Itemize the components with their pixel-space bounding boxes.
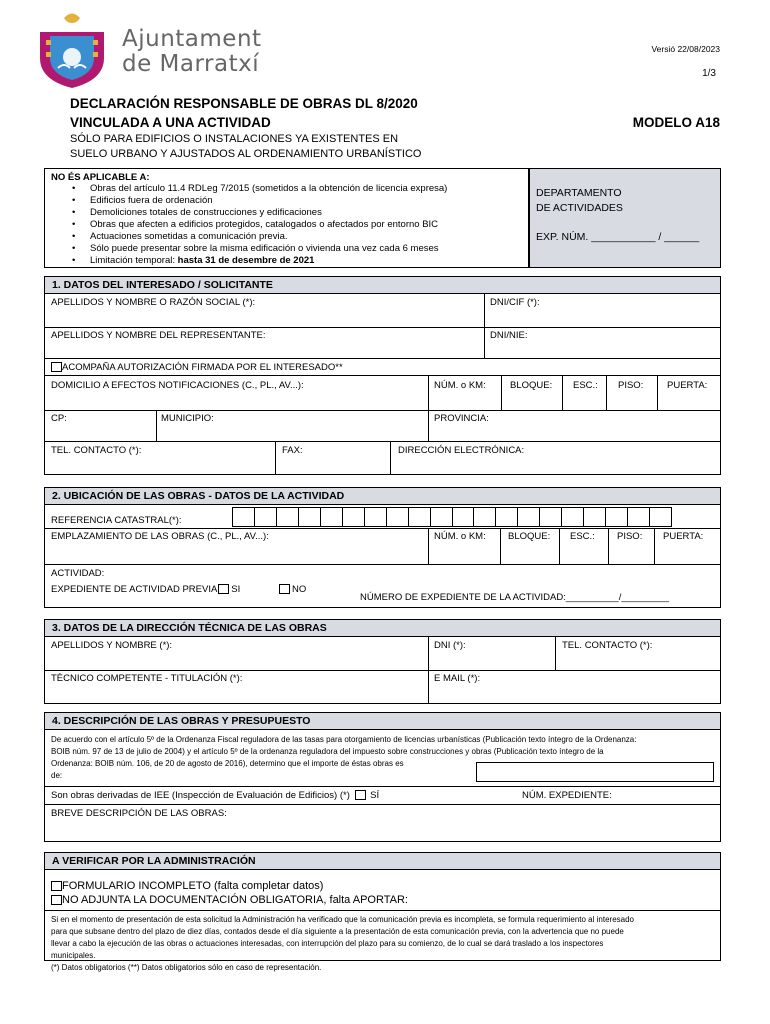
dni-cif-label: DNI/CIF (*): bbox=[490, 297, 540, 308]
admin-notice-line2: para que subsane dentro del plazo de diez días, contados desde el día siguiente a la presentación de esta comunicación previa, con la advertencia que no puede bbox=[51, 927, 624, 936]
dni-nie-label: DNI/NIE: bbox=[490, 330, 528, 341]
activity-file-number-label: NÚMERO DE EXPEDIENTE DE LA ACTIVIDAD:__________/_________ bbox=[360, 592, 669, 603]
email-address-label: DIRECCIÓN ELECTRÓNICA: bbox=[398, 445, 525, 456]
section3-header: 3. DATOS DE LA DIRECCIÓN TÉCNICA DE LAS OBRAS bbox=[44, 619, 721, 637]
puerta-label: PUERTA: bbox=[663, 531, 704, 542]
list-item: • Obras del artículo 11.4 RDLeg 7/2015 (sometidos a la obtención de licencia expresa) bbox=[45, 183, 522, 195]
footnote: (*) Datos obligatorios (**) Datos obligatorios sólo en caso de representación. bbox=[51, 963, 322, 972]
logo-text-line1: Ajuntament bbox=[122, 26, 262, 52]
department-box bbox=[529, 168, 721, 268]
form-title-line2: VINCULADA A UNA ACTIVIDAD bbox=[70, 115, 271, 130]
cadastral-ref-input[interactable] bbox=[232, 507, 672, 527]
model-code: MODELO A18 bbox=[632, 115, 720, 130]
cadastral-ref-label: REFERENCIA CATASTRAL(*): bbox=[51, 515, 182, 526]
missing-docs-row bbox=[51, 894, 408, 906]
representative-name-label: APELLIDOS Y NOMBRE DEL REPRESENTANTE: bbox=[51, 330, 266, 341]
incomplete-form-row bbox=[51, 880, 323, 892]
ordinance-text-line4: de: bbox=[51, 771, 63, 780]
coat-of-arms-icon bbox=[32, 10, 112, 90]
list-item: • Edificios fuera de ordenación bbox=[45, 195, 522, 207]
previous-activity-row bbox=[51, 584, 240, 595]
provincia-label: PROVINCIA: bbox=[434, 413, 489, 424]
admin-notice-line1: Si en el momento de presentación de esta solicitud la Administración ha verificado que la comunicación previa es incompleta, se formula requerimiento al interesado bbox=[51, 915, 634, 924]
incomplete-form-label: FORMULARIO INCOMPLETO (falta completar datos) bbox=[62, 880, 324, 892]
num-km-label: NÚM. o KM: bbox=[434, 380, 486, 391]
municipio-label: MUNICIPIO: bbox=[161, 413, 214, 424]
authorization-row bbox=[51, 362, 343, 373]
authorization-label: ACOMPAÑA AUTORIZACIÓN FIRMADA POR EL INTERESADO** bbox=[62, 362, 343, 373]
department-line2: DE ACTIVIDADES bbox=[536, 202, 623, 214]
not-applicable-box bbox=[44, 168, 529, 268]
ordinance-text-line3: Ordenanza: BOIB núm. 106, de 20 de agosto de 2016), determino que el importe de éstas obras es bbox=[51, 759, 404, 768]
applicant-name-label: APELLIDOS Y NOMBRE O RAZÓN SOCIAL (*): bbox=[51, 297, 256, 308]
missing-docs-checkbox[interactable] bbox=[51, 895, 62, 905]
no-label: NO bbox=[292, 584, 307, 595]
esc-label: ESC.: bbox=[570, 531, 595, 542]
list-item: • Demoliciones totales de construcciones y edificaciones bbox=[45, 207, 522, 219]
bloque-label: BLOQUE: bbox=[508, 531, 551, 542]
piso-label: PISO: bbox=[618, 380, 644, 391]
technician-dni-label: DNI (*): bbox=[434, 640, 466, 651]
version-label: Versió 22/08/2023 bbox=[651, 44, 720, 54]
not-applicable-list bbox=[45, 183, 522, 267]
ordinance-text-line2: BOIB núm. 97 de 13 de julio de 2004) y el artículo 5º de la ordenanza reguladora del impuesto sobre construcciones y obras (Publicación texto íntegro de la bbox=[51, 747, 604, 756]
site-address-label: EMPLAZAMIENTO DE LAS OBRAS (C., PL., AV...): bbox=[51, 531, 269, 542]
admin-header: A VERIFICAR POR LA ADMINISTRACIÓN bbox=[44, 852, 721, 870]
yes-label: SI bbox=[231, 584, 241, 595]
incomplete-form-checkbox[interactable] bbox=[51, 881, 62, 891]
exp-number: EXP. NÚM. ___________ / ______ bbox=[536, 231, 700, 243]
admin-notice-line4: municipales. bbox=[51, 951, 96, 960]
activity-label: ACTIVIDAD: bbox=[51, 568, 105, 579]
address-label: DOMICILIO A EFECTOS NOTIFICACIONES (C., PL., AV...): bbox=[51, 380, 304, 391]
fax-label: FAX: bbox=[282, 445, 303, 456]
bloque-label: BLOQUE: bbox=[510, 380, 553, 391]
iee-checkbox[interactable] bbox=[355, 790, 366, 800]
technician-tel-label: TEL. CONTACTO (*): bbox=[562, 640, 653, 651]
cp-label: CP: bbox=[51, 413, 67, 424]
piso-label: PISO: bbox=[617, 531, 643, 542]
num-km-label: NÚM. o KM: bbox=[434, 531, 486, 542]
list-item: • Obras que afecten a edificios protegidos, catalogados o afectados por entorno BIC bbox=[45, 219, 522, 231]
technician-name-label: APELLIDOS Y NOMBRE (*): bbox=[51, 640, 173, 651]
iee-file-number-label: NÚM. EXPEDIENTE: bbox=[522, 790, 612, 801]
logo-text-line2: de Marratxí bbox=[122, 51, 260, 77]
previous-activity-yes-checkbox[interactable] bbox=[218, 584, 229, 594]
department-line1: DEPARTAMENTO bbox=[536, 187, 622, 199]
list-item bbox=[45, 255, 522, 267]
page-number: 1/3 bbox=[702, 68, 716, 79]
previous-activity-no bbox=[279, 584, 306, 595]
authorization-checkbox[interactable] bbox=[51, 362, 62, 372]
previous-activity-no-checkbox[interactable] bbox=[279, 584, 290, 594]
esc-label: ESC.: bbox=[573, 380, 598, 391]
puerta-label: PUERTA: bbox=[667, 380, 708, 391]
section1-header: 1. DATOS DEL INTERESADO / SOLICITANTE bbox=[44, 276, 721, 294]
list-item: • Actuaciones sometidas a comunicación previa. bbox=[45, 231, 522, 243]
list-item: • Sólo puede presentar sobre la misma edificación o vivienda una vez cada 6 meses bbox=[45, 243, 522, 255]
section4-header: 4. DESCRIPCIÓN DE LAS OBRAS Y PRESUPUESTO bbox=[44, 712, 721, 730]
previous-activity-label: EXPEDIENTE DE ACTIVIDAD PREVIA bbox=[51, 584, 218, 595]
tel-contact-label: TEL. CONTACTO (*): bbox=[51, 445, 142, 456]
iee-label: Son obras derivadas de IEE (Inspección de Evaluación de Edificios) (*) bbox=[51, 790, 350, 801]
iee-yes-label: SÍ bbox=[370, 790, 380, 801]
limit-prefix: Limitación temporal: bbox=[90, 255, 178, 266]
technician-qualification-label: TÈCNICO COMPETENTE - TITULACIÓN (*): bbox=[51, 673, 243, 684]
ordinance-text-line1: De acuerdo con el artículo 5º de la Ordenanza Fiscal reguladora de las tasas para otorgamiento de licencias urbanísticas (Publicación texto íntegro de la Ordenanza: bbox=[51, 735, 637, 744]
form-title-line1: DECLARACIÓN RESPONSABLE DE OBRAS DL 8/2020 bbox=[70, 96, 418, 111]
technician-email-label: E MAIL (*): bbox=[434, 673, 481, 684]
missing-docs-label: NO ADJUNTA LA DOCUMENTACIÓN OBLIGATORIA, falta APORTAR: bbox=[62, 894, 408, 906]
not-applicable-heading: NO ÉS APLICABLE A: bbox=[51, 172, 150, 183]
works-description-label: BREVE DESCRIPCIÓN DE LAS OBRAS: bbox=[51, 808, 227, 819]
form-subtitle-line1: SÓLO PARA EDIFICIOS O INSTALACIONES YA EXISTENTES EN bbox=[70, 133, 399, 145]
iee-row bbox=[51, 790, 379, 801]
section2-header: 2. UBICACIÓN DE LAS OBRAS - DATOS DE LA ACTIVIDAD bbox=[44, 487, 721, 505]
budget-amount-input[interactable] bbox=[476, 762, 714, 782]
limit-date: hasta 31 de desembre de 2021 bbox=[177, 255, 315, 266]
form-subtitle-line2: SUELO URBANO Y AJUSTADOS AL ORDENAMIENTO URBANÍSTICO bbox=[70, 148, 422, 160]
municipal-logo bbox=[32, 10, 112, 90]
admin-notice-line3: llevar a cabo la ejecución de las obras o actuaciones interesadas, con interrupción del plazo para su comienzo, de lo cual se dará traslado a los inspectores bbox=[51, 939, 604, 948]
